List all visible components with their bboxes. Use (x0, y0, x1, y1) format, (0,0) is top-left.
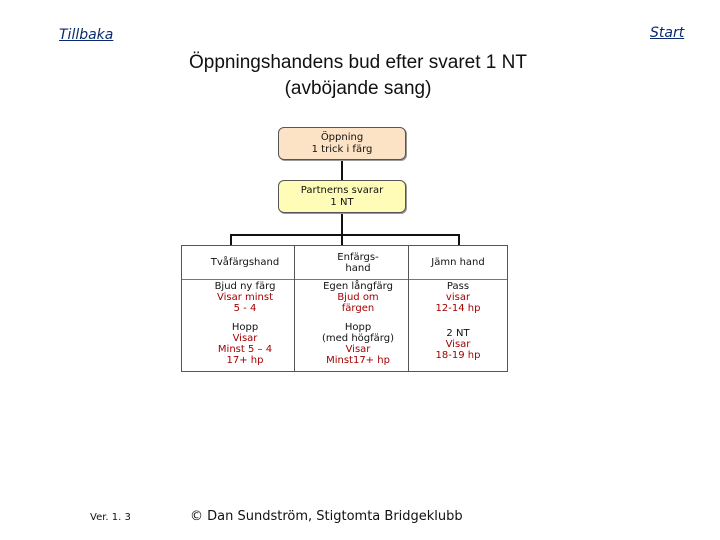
header-text: hand (345, 262, 371, 274)
bid-cell (409, 316, 507, 372)
header-text: Tvåfärgshand (210, 257, 280, 268)
bid-detail: Visar (232, 333, 258, 344)
bid-detail: 12-14 hp (435, 303, 481, 314)
bid-detail: Visar (445, 338, 471, 350)
opening-box (278, 127, 406, 160)
column-header (295, 246, 421, 279)
bid-title: Bjud ny färg (214, 281, 276, 292)
version-label: Ver. 1. 3 (90, 512, 131, 523)
bid-cell (409, 279, 507, 316)
start-link[interactable]: Start (650, 25, 685, 41)
bid-cell (182, 316, 308, 372)
bid-detail: 17+ hp (226, 355, 264, 366)
bid-detail: Minst 5 – 4 (217, 344, 273, 355)
bid-cell (295, 279, 421, 316)
bid-detail: Visar (345, 344, 371, 355)
bid-detail: Minst17+ hp (326, 355, 390, 366)
column-two-suited (181, 245, 309, 372)
bid-detail: Bjud om (337, 292, 379, 303)
bid-cell (295, 316, 421, 372)
bid-detail: visar (445, 292, 471, 303)
partner-line1: Partnerns svarar (300, 184, 384, 196)
bid-detail: Visar minst (216, 292, 273, 303)
bid-title: Hopp (231, 322, 259, 333)
back-link[interactable]: Tillbaka (59, 27, 114, 43)
bid-title: Egen långfärg (323, 281, 393, 292)
opening-line1: Öppning (320, 131, 364, 143)
column-balanced (408, 245, 508, 372)
bid-title: 2 NT (446, 327, 470, 339)
column-header (182, 246, 308, 279)
column-one-suited (294, 245, 422, 372)
opening-line2: 1 trick i färg (311, 143, 373, 155)
bid-cell (182, 279, 308, 316)
partner-response-box (278, 180, 406, 213)
bid-title: Hopp (344, 322, 372, 333)
header-text: Jämn hand (431, 257, 485, 268)
bid-subtitle: (med högfärg) (322, 333, 394, 344)
page-subtitle: (avböjande sang) (284, 78, 432, 99)
column-header (409, 246, 507, 279)
copyright-text: © Dan Sundström, Stigtomta Bridgeklubb (190, 509, 463, 524)
bid-detail: 18-19 hp (435, 349, 481, 361)
partner-line2: 1 NT (330, 196, 354, 208)
header-text: Enfärgs- (337, 251, 379, 263)
bid-detail: färgen (341, 303, 375, 314)
page-title: Öppningshandens bud efter svaret 1 NT (189, 52, 527, 73)
bid-title: Pass (446, 281, 470, 292)
bid-detail: 5 - 4 (233, 303, 257, 314)
